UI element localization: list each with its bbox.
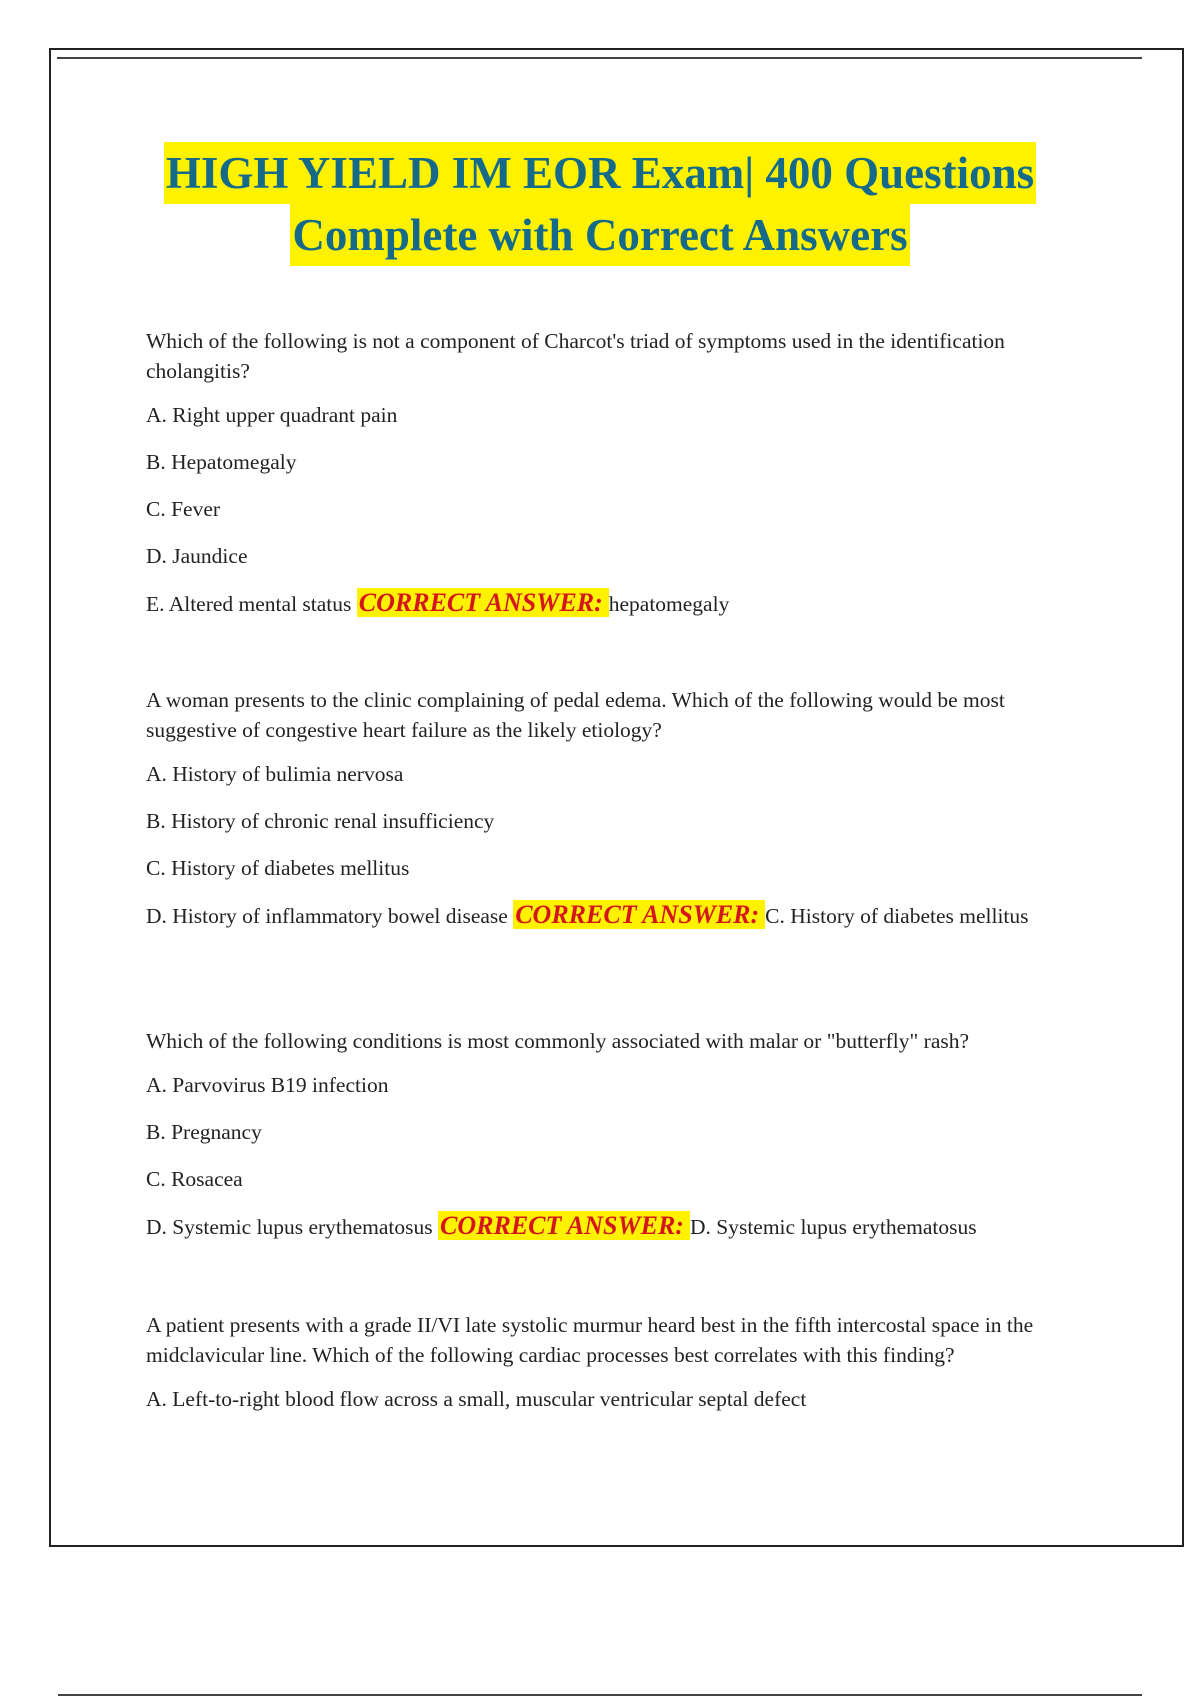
answer-line [146,588,1086,619]
correct-answer-value: C. History of diabetes mellitus [765,904,1029,928]
option-item: B. History of chronic renal insufficiency [146,809,495,833]
correct-answer-label: CORRECT ANSWER: [357,588,609,617]
question-text: A patient presents with a grade II/VI late systolic murmur heard best in the fifth intercostal space in the midclavicular line. Which of the following cardiac processes best correlates with this finding? [146,1313,1034,1367]
correct-answer-label: CORRECT ANSWER: [438,1211,690,1240]
option-item: A. Parvovirus B19 infection [146,1073,389,1097]
answer-line [146,900,1086,931]
question-block-4 [146,1310,1086,1431]
correct-answer-value: hepatomegaly [608,592,730,616]
option-item: A. History of bulimia nervosa [146,762,404,786]
question-text: A woman presents to the clinic complaining of pedal edema. Which of the following would be most suggestive of congestive heart failure as the likely etiology? [146,688,1005,742]
option-item: C. Fever [146,497,221,521]
option-item: C. History of diabetes mellitus [146,856,410,880]
option-item: D. Jaundice [146,544,248,568]
option-item: B. Pregnancy [146,1120,262,1144]
option-item: A. Right upper quadrant pain [146,403,398,427]
bottom-rule [58,1694,1142,1696]
option-item: A. Left-to-right blood flow across a small, muscular ventricular septal defect [146,1387,807,1411]
correct-answer-label: CORRECT ANSWER: [513,900,765,929]
option-item: B. Hepatomegaly [146,450,297,474]
title-line-2: Complete with Correct Answers [290,204,909,266]
correct-answer-value: D. Systemic lupus erythematosus [689,1215,977,1239]
title-line-1: HIGH YIELD IM EOR Exam| 400 Questions [164,142,1036,204]
option-item: C. Rosacea [146,1167,243,1191]
question-block-1 [146,326,1086,636]
answer-line [146,1211,1086,1242]
question-text: Which of the following is not a component of Charcot's triad of symptoms used in the identification cholangitis? [146,329,1005,383]
option-item: D. Systemic lupus erythematosus [146,1215,433,1239]
question-block-3 [146,1026,1086,1259]
option-item: D. History of inflammatory bowel disease [146,904,508,928]
document-title [0,142,1200,266]
question-block-2 [146,685,1086,948]
question-text: Which of the following conditions is most commonly associated with malar or "butterfly" rash? [146,1029,970,1053]
top-rule [57,57,1142,59]
option-item: E. Altered mental status [146,592,352,616]
